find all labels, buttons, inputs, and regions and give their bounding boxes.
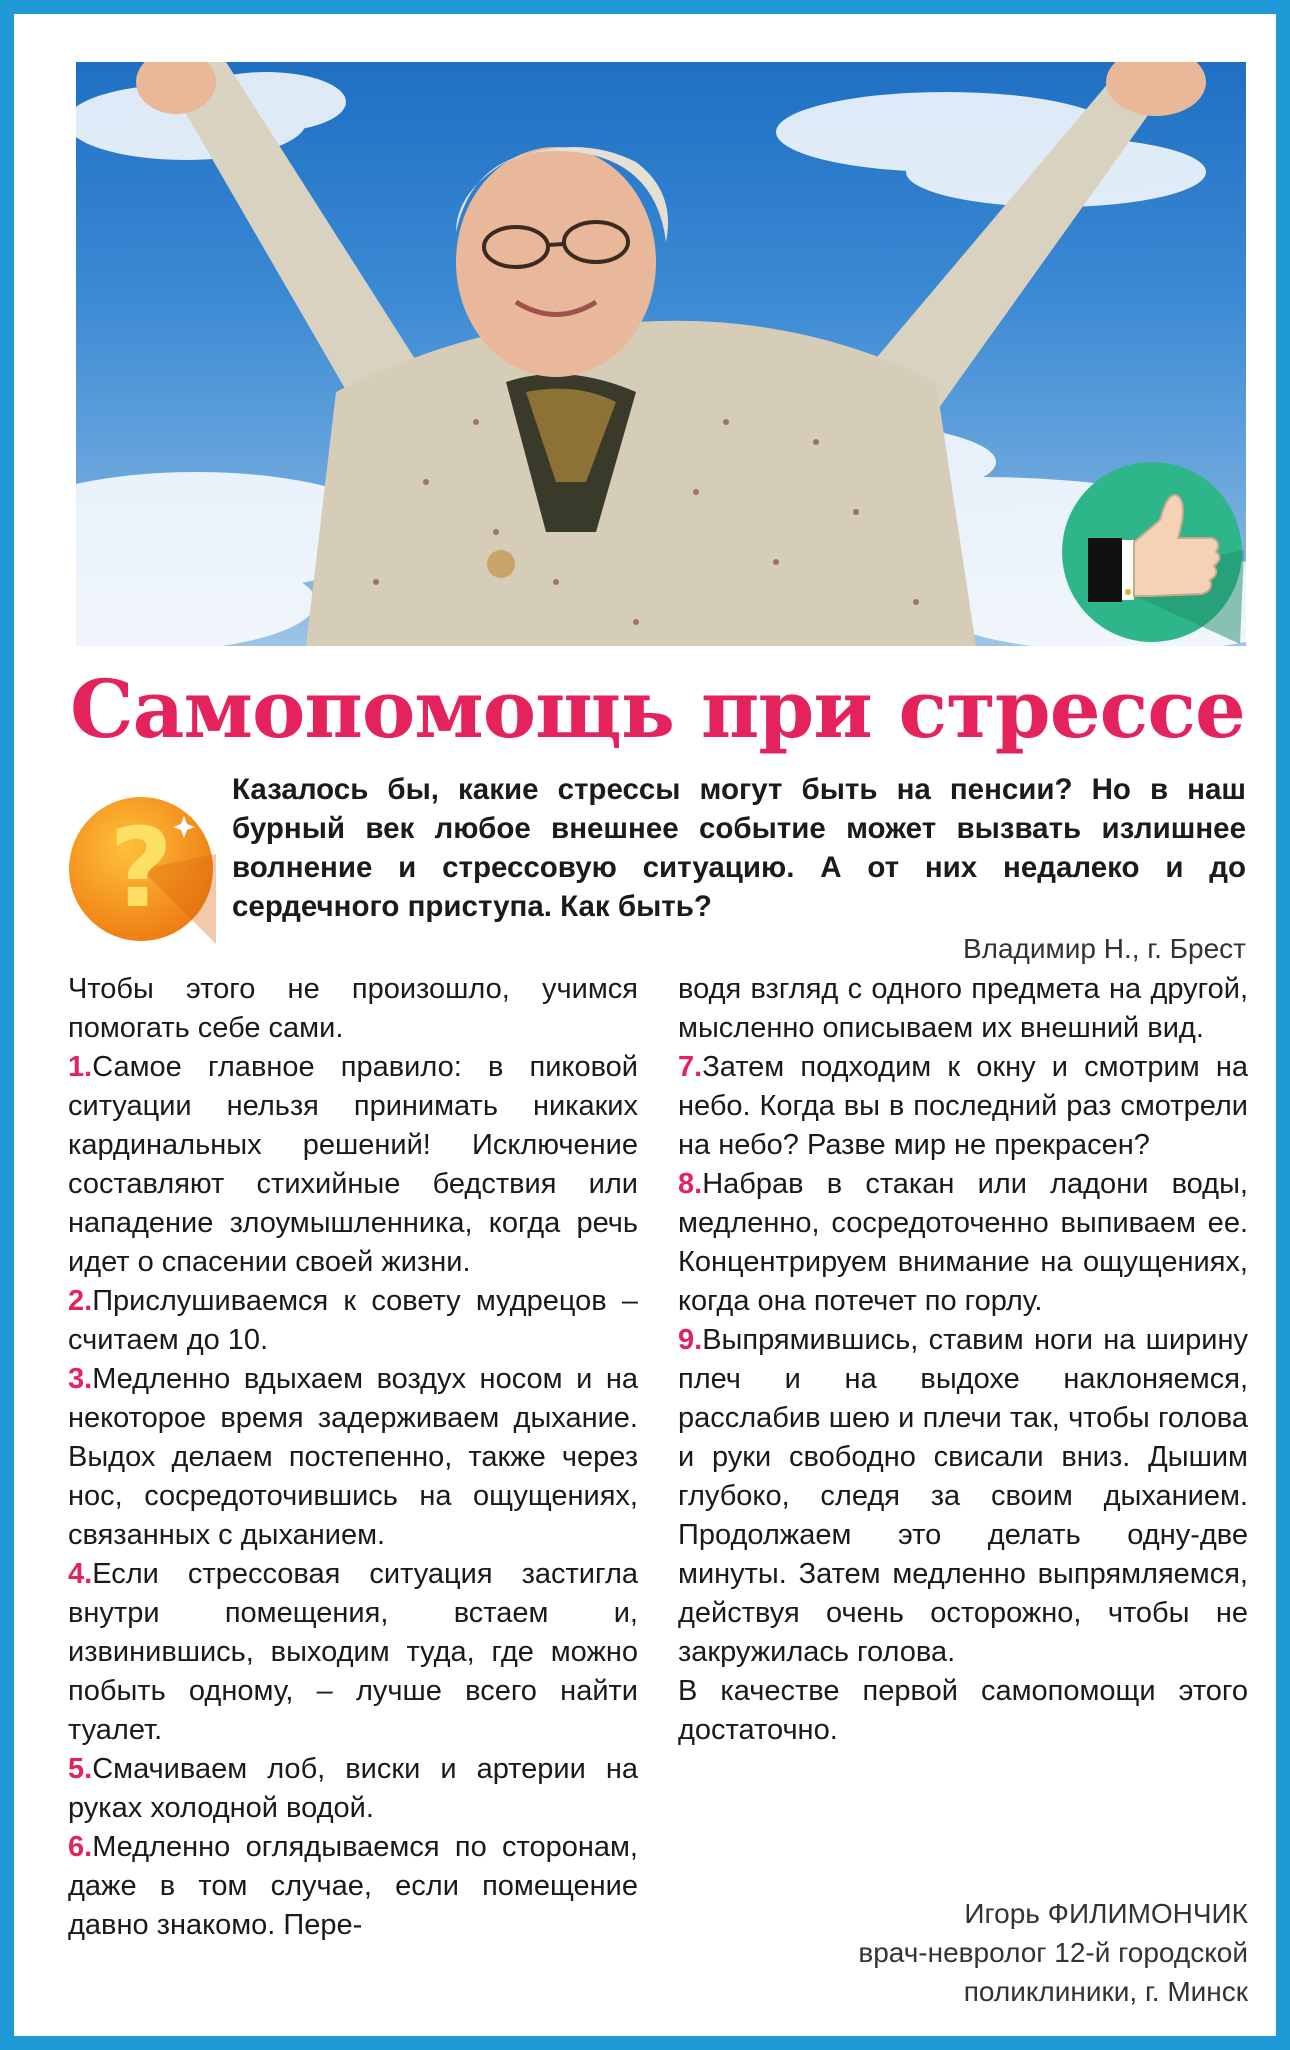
step-number: 9. — [678, 1324, 703, 1356]
step-text: Медленно вдыхаем воздух носом и на некоторое время задерживаем дыхание. Выдох делаем постепенно, также через нос, сосредоточившись на ощущениях, связанных с дыханием. — [68, 1363, 638, 1551]
step-number: 8. — [678, 1168, 703, 1200]
question-author: Владимир Н., г. Брест — [962, 933, 1246, 964]
step-number: 6. — [68, 1831, 93, 1863]
step-number: 7. — [678, 1051, 703, 1083]
step-8 — [678, 1165, 1248, 1321]
step-text: Набрав в стакан или ладони воды, медленно, сосредоточенно выпиваем ее. Концентрируем внимание на ощущениях, когда она потечет по горлу. — [678, 1168, 1248, 1317]
question-mark-icon — [66, 794, 216, 944]
step-text: Самое главное правило: в пиковой ситуации нельзя принимать никаких кардинальных решений! Исключение составляют стихийные бедствия или нападение злоумышленника, когда речь идет о спасении своей жизни. — [68, 1051, 638, 1278]
svg-text:?: ? — [109, 804, 173, 932]
step-6-start — [68, 1828, 638, 1945]
body-column-right — [678, 970, 1248, 1750]
step-text: Смачиваем лоб, виски и артерии на руках холодной водой. — [68, 1753, 638, 1824]
article-author — [678, 1894, 1248, 2011]
lead-question: Казалось бы, какие стрессы могут быть на пенсии? Но в наш бурный век любое внешнее событие может вызвать излишнее волнение и стрессовую ситуацию. А от них недалеко и до сердечного приступа. Как быть? — [232, 773, 1246, 923]
author-role: врач-невролог 12-й городской поликлиники, г. Минск — [858, 1937, 1248, 2007]
step-9 — [678, 1321, 1248, 1672]
step-4 — [68, 1555, 638, 1750]
step-number: 4. — [68, 1558, 93, 1590]
step-text: Медленно оглядываемся по сторонам, даже в том случае, если помещение давно знакомо. Пере- — [68, 1831, 638, 1941]
step-text: Затем подходим к окну и смотрим на небо. Когда вы в последний раз смотрели на небо? Разве мир не прекрасен? — [678, 1051, 1248, 1161]
body-column-left — [68, 970, 638, 1945]
step-text: Выпрямившись, ставим ноги на ширину плеч и на выдохе наклоняемся, расслабив шею и плечи так, чтобы голова и руки свободно свисали вниз. Дышим глубоко, следя за своим дыханием. Продолжаем это делать одну-две минуты. Затем медленно выпрямляемся, действуя очень осторожно, чтобы не закружилась голова. — [678, 1324, 1248, 1668]
step-number: 5. — [68, 1753, 93, 1785]
thumbs-up-icon — [1060, 460, 1244, 644]
step-number: 3. — [68, 1363, 93, 1395]
intro-paragraph: Чтобы этого не произошло, учимся помогать себе сами. — [68, 973, 638, 1044]
step-number: 2. — [68, 1285, 93, 1317]
step-6-continued: водя взгляд с одного предмета на другой, мысленно описываем их внешний вид. — [678, 973, 1248, 1044]
step-3 — [68, 1360, 638, 1555]
author-name: Игорь ФИЛИМОНЧИК — [964, 1898, 1248, 1929]
step-text: Прислушиваемся к совету мудрецов – считаем до 10. — [68, 1285, 638, 1356]
article-title: Самопомощь при стрессе — [70, 662, 1245, 756]
step-1 — [68, 1048, 638, 1282]
step-7 — [678, 1048, 1248, 1165]
step-2 — [68, 1282, 638, 1360]
step-number: 1. — [68, 1051, 93, 1083]
step-text: Если стрессовая ситуация застигла внутри помещения, встаем и, извинившись, выходим туда, где можно побыть одному, – лучше всего найти туалет. — [68, 1558, 638, 1746]
conclusion: В качестве первой самопомощи этого достаточно. — [678, 1675, 1248, 1746]
step-5 — [68, 1750, 638, 1828]
